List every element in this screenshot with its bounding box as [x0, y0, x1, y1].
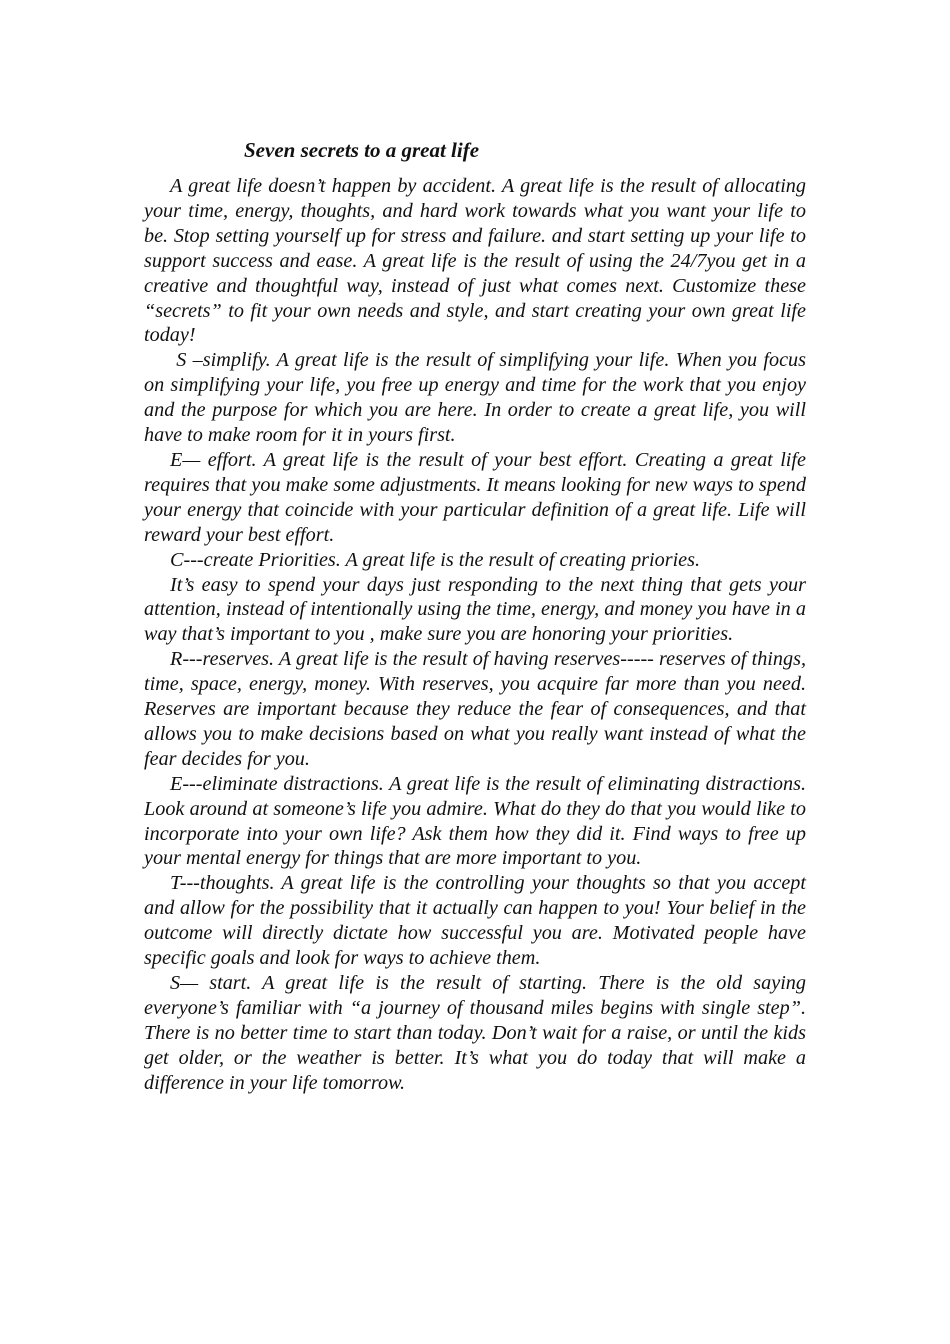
- paragraph-intro: A great life doesn’t happen by accident. A great life is the result of allocating your time, energy, thoughts, and hard work towards what you want your life to be. Stop setting yourself up for stress and failure. and start setting up your life to support success and ease. A great life is the result of using the 24/7you get in a creative and thoughtful way, instead of just what comes next. Customize these “secrets” to fit your own needs and style, and start creating your own great life today!: [144, 175, 806, 347]
- paragraph-effort: E— effort. A great life is the result of your best effort. Creating a great life requires that you make some adjustments. It means looking for new ways to spend your energy that coincide with your particular definition of a great life. Life will reward your best effort.: [144, 448, 806, 546]
- paragraph-priorities-detail: It’s easy to spend your days just responding to the next thing that gets your attention, instead of intentionally using the time, energy, and money you have in a way that’s important to you , make sure you are honoring your priorities.: [144, 573, 806, 646]
- document-title: Seven secrets to a great life: [244, 138, 480, 162]
- paragraph-thoughts: T---thoughts. A great life is the controlling your thoughts so that you accept and allow for the possibility that it actually can happen to you! Your belief in the outcome will directly dictate how successful you are. Motivated people have specific goals and look for ways to achieve them.: [144, 872, 806, 970]
- document-body: [144, 174, 812, 1096]
- paragraph-create-priorities: C---create Priorities. A great life is the result of creating priories.: [170, 548, 701, 571]
- paragraph-eliminate-distractions: E---eliminate distractions. A great life is the result of eliminating distractions. Look around at someone’s life you admire. What do they do that you would like to incorporate into your own life? Ask them how they did it. Find ways to free up your mental energy for things that are more important to you.: [144, 772, 806, 870]
- paragraph-start: S— start. A great life is the result of starting. There is the old saying everyone’s familiar with “a journey of thousand miles begins with single step”. There is no better time to start than today. Don’t wait for a raise, or until the kids get older, or the weather is better. It’s what you do today that will make a difference in your life tomorrow.: [144, 972, 806, 1094]
- paragraph-reserves: R---reserves. A great life is the result of having reserves----- reserves of things, time, space, energy, money. With reserves, you acquire far more than you need. Reserves are important because they reduce the fear of consequences, and that allows you to make decisions based on what you really want instead of what the fear decides for you.: [144, 648, 806, 770]
- paragraph-simplify: S –simplify. A great life is the result of simplifying your life. When you focus on simplifying your life, you free up energy and time for the work that you enjoy and the purpose for which you are here. In order to create a great life, you will have to make room for it in yours first.: [144, 349, 812, 447]
